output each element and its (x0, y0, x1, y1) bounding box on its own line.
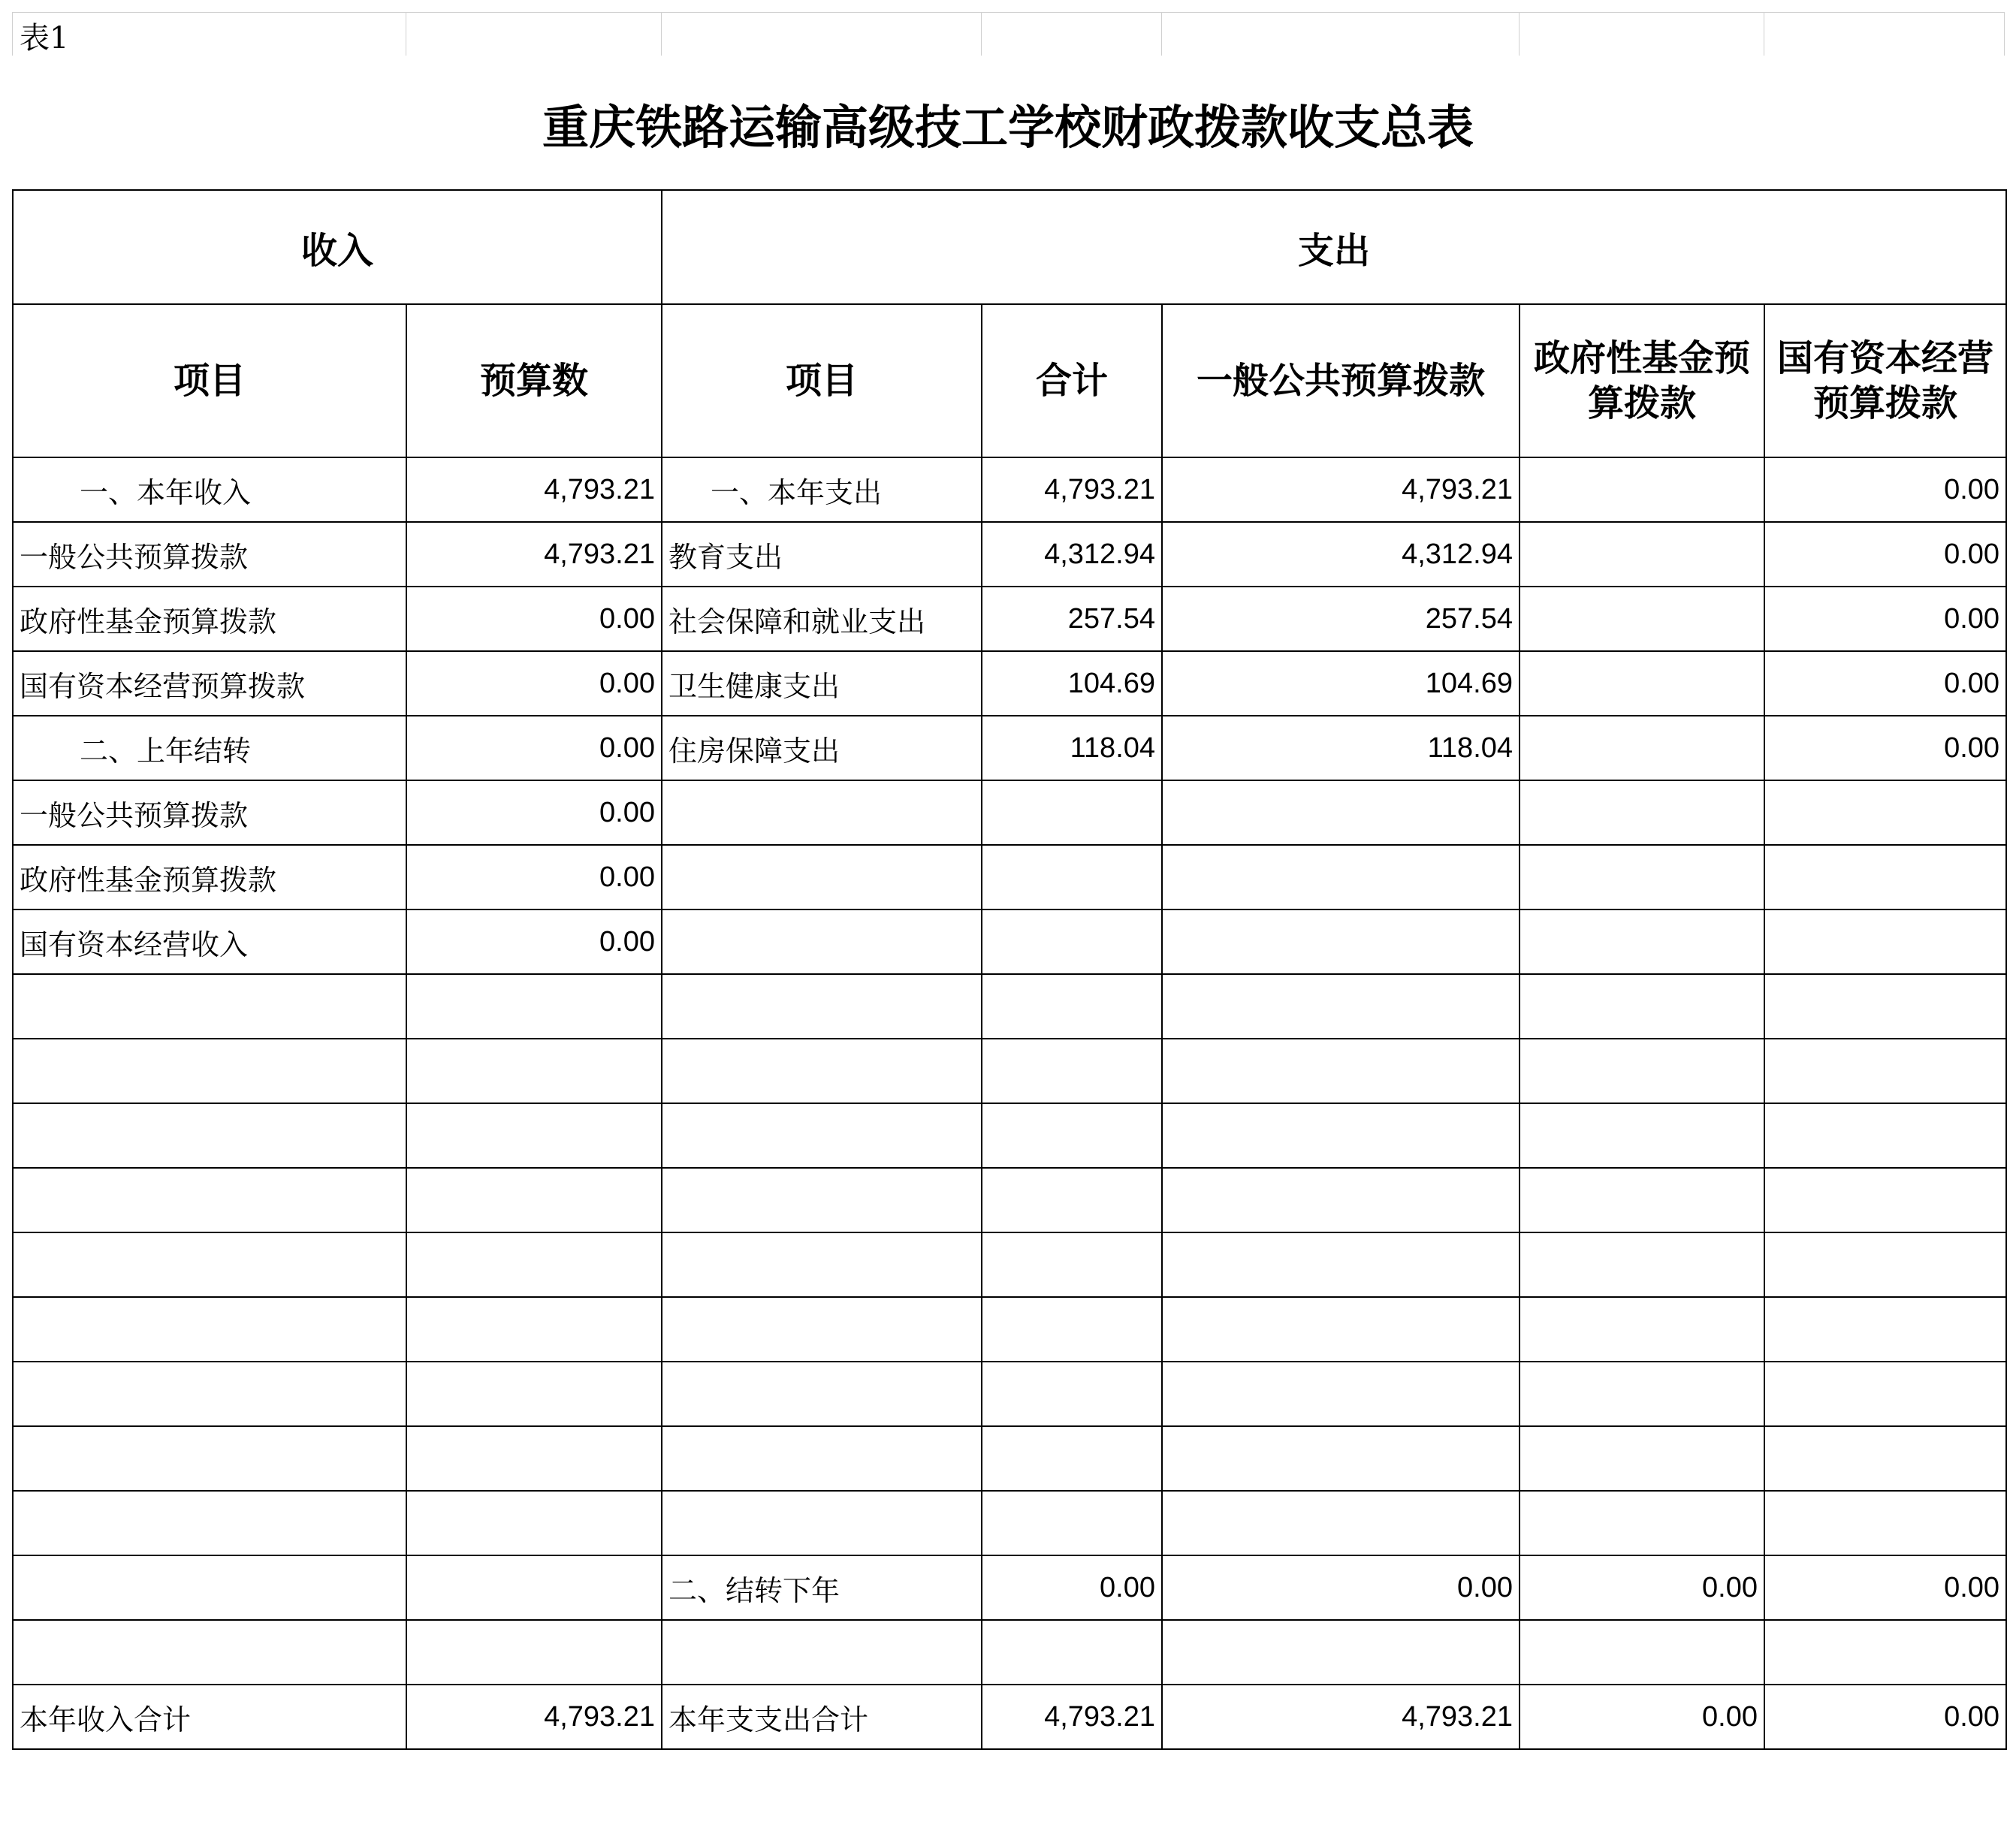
income-item-cell: 一般公共预算拨款 (13, 780, 406, 845)
state-capital-cell (1764, 974, 2006, 1039)
gov-fund-cell (1520, 1232, 1764, 1297)
total-cell (982, 909, 1162, 974)
expense-item-header: 项目 (662, 304, 982, 457)
income-value-cell: 4,793.21 (406, 1685, 662, 1749)
gov-fund-cell (1520, 1168, 1764, 1232)
income-item-cell (13, 1426, 406, 1491)
total-cell: 4,793.21 (982, 1685, 1162, 1749)
state-capital-cell: 0.00 (1764, 522, 2006, 587)
group-header-row (13, 190, 2006, 304)
income-item-cell: 二、上年结转 (13, 716, 406, 780)
gov-fund-cell (1520, 522, 1764, 587)
total-cell (982, 780, 1162, 845)
general-budget-header: 一般公共预算拨款 (1162, 304, 1520, 457)
budget-table (12, 189, 2007, 1750)
general-budget-cell (1162, 909, 1520, 974)
state-capital-cell: 0.00 (1764, 716, 2006, 780)
expense-item-cell (662, 845, 982, 909)
expense-item-cell (662, 1168, 982, 1232)
expense-item-cell: 教育支出 (662, 522, 982, 587)
income-item-cell (13, 1491, 406, 1555)
expense-item-cell: 本年支支出合计 (662, 1685, 982, 1749)
table-row (13, 1491, 2006, 1555)
gov-fund-cell (1520, 974, 1764, 1039)
income-value-cell (406, 1362, 662, 1426)
income-group-header: 收入 (13, 190, 662, 304)
gov-fund-cell (1520, 845, 1764, 909)
general-budget-cell (1162, 1620, 1520, 1685)
state-capital-cell: 0.00 (1764, 457, 2006, 522)
total-cell: 0.00 (982, 1555, 1162, 1620)
income-item-cell (13, 1555, 406, 1620)
total-cell (982, 1039, 1162, 1103)
income-item-cell: 政府性基金预算拨款 (13, 845, 406, 909)
table-row (13, 845, 2006, 909)
table-row (13, 780, 2006, 845)
income-item-cell: 政府性基金预算拨款 (13, 587, 406, 651)
general-budget-cell: 118.04 (1162, 716, 1520, 780)
income-item-cell (13, 1232, 406, 1297)
total-cell (982, 1620, 1162, 1685)
state-capital-cell (1764, 1103, 2006, 1168)
gov-fund-cell (1520, 909, 1764, 974)
expense-item-cell (662, 1103, 982, 1168)
expense-item-cell (662, 1491, 982, 1555)
state-capital-cell (1764, 1232, 2006, 1297)
income-item-cell (13, 1362, 406, 1426)
income-value-cell (406, 1039, 662, 1103)
table-row (13, 1620, 2006, 1685)
income-value-cell: 0.00 (406, 845, 662, 909)
gov-fund-cell: 0.00 (1520, 1685, 1764, 1749)
table-row (13, 587, 2006, 651)
income-value-cell (406, 1103, 662, 1168)
page-title: 重庆铁路运输高级技工学校财政拨款收支总表 (542, 100, 1474, 155)
income-item-cell (13, 1620, 406, 1685)
gov-fund-header: 政府性基金预算拨款 (1520, 304, 1764, 457)
income-value-cell (406, 1426, 662, 1491)
table-row (13, 522, 2006, 587)
state-capital-cell (1764, 1620, 2006, 1685)
gov-fund-cell (1520, 716, 1764, 780)
expense-group-header: 支出 (662, 190, 2006, 304)
expense-item-cell (662, 1426, 982, 1491)
income-item-cell: 本年收入合计 (13, 1685, 406, 1749)
income-item-cell (13, 974, 406, 1039)
general-budget-cell (1162, 1426, 1520, 1491)
total-cell (982, 1362, 1162, 1426)
gov-fund-cell (1520, 1620, 1764, 1685)
state-capital-cell: 0.00 (1764, 651, 2006, 716)
income-value-cell (406, 1297, 662, 1362)
state-capital-cell: 0.00 (1764, 1685, 2006, 1749)
expense-item-cell: 住房保障支出 (662, 716, 982, 780)
income-value-cell: 0.00 (406, 651, 662, 716)
gov-fund-cell (1520, 587, 1764, 651)
table-row (13, 1103, 2006, 1168)
expense-item-cell (662, 780, 982, 845)
total-cell (982, 1232, 1162, 1297)
income-item-cell (13, 1103, 406, 1168)
table-row (13, 1426, 2006, 1491)
general-budget-cell (1162, 1297, 1520, 1362)
state-capital-cell (1764, 1426, 2006, 1491)
general-budget-cell: 4,793.21 (1162, 1685, 1520, 1749)
income-value-cell (406, 1620, 662, 1685)
table-row (13, 457, 2006, 522)
income-value-cell: 0.00 (406, 780, 662, 845)
gov-fund-cell (1520, 1297, 1764, 1362)
gov-fund-cell (1520, 1426, 1764, 1491)
general-budget-cell (1162, 1168, 1520, 1232)
total-cell (982, 1491, 1162, 1555)
table-row (13, 716, 2006, 780)
total-cell: 4,312.94 (982, 522, 1162, 587)
general-budget-cell (1162, 1491, 1520, 1555)
state-capital-cell: 0.00 (1764, 1555, 2006, 1620)
state-capital-cell (1764, 1297, 2006, 1362)
total-cell (982, 1297, 1162, 1362)
general-budget-cell (1162, 780, 1520, 845)
income-item-cell (13, 1168, 406, 1232)
state-capital-cell (1764, 1362, 2006, 1426)
expense-item-cell: 一、本年支出 (662, 457, 982, 522)
expense-item-cell (662, 974, 982, 1039)
total-cell: 257.54 (982, 587, 1162, 651)
expense-item-cell: 卫生健康支出 (662, 651, 982, 716)
expense-item-cell: 社会保障和就业支出 (662, 587, 982, 651)
total-cell (982, 1168, 1162, 1232)
income-item-cell: 国有资本经营收入 (13, 909, 406, 974)
sheet-label: 表1 (20, 21, 69, 56)
income-value-cell: 4,793.21 (406, 522, 662, 587)
total-cell (982, 1426, 1162, 1491)
gov-fund-cell: 0.00 (1520, 1555, 1764, 1620)
income-item-cell (13, 1297, 406, 1362)
income-value-cell (406, 1491, 662, 1555)
state-capital-cell (1764, 845, 2006, 909)
table-row (13, 1685, 2006, 1749)
income-value-cell (406, 974, 662, 1039)
general-budget-cell: 104.69 (1162, 651, 1520, 716)
column-header-row (13, 304, 2006, 457)
table-row (13, 1039, 2006, 1103)
income-value-cell: 0.00 (406, 909, 662, 974)
general-budget-cell: 4,793.21 (1162, 457, 1520, 522)
income-value-cell: 0.00 (406, 716, 662, 780)
income-item-cell: 国有资本经营预算拨款 (13, 651, 406, 716)
state-capital-header: 国有资本经营预算拨款 (1764, 304, 2006, 457)
state-capital-cell (1764, 909, 2006, 974)
income-value-cell: 4,793.21 (406, 457, 662, 522)
income-value-cell (406, 1168, 662, 1232)
state-capital-cell (1764, 1039, 2006, 1103)
gov-fund-cell (1520, 457, 1764, 522)
table-row (13, 1555, 2006, 1620)
general-budget-cell (1162, 1039, 1520, 1103)
income-value-cell (406, 1555, 662, 1620)
income-item-header: 项目 (13, 304, 406, 457)
general-budget-cell: 0.00 (1162, 1555, 1520, 1620)
general-budget-cell: 257.54 (1162, 587, 1520, 651)
gov-fund-cell (1520, 1362, 1764, 1426)
expense-item-cell (662, 1362, 982, 1426)
table-row (13, 1297, 2006, 1362)
general-budget-cell (1162, 974, 1520, 1039)
income-item-cell: 一、本年收入 (13, 457, 406, 522)
expense-item-cell (662, 1232, 982, 1297)
gov-fund-cell (1520, 651, 1764, 716)
table-row (13, 1232, 2006, 1297)
expense-item-cell (662, 909, 982, 974)
table-row (13, 909, 2006, 974)
general-budget-cell: 4,312.94 (1162, 522, 1520, 587)
table-row (13, 1362, 2006, 1426)
state-capital-cell: 0.00 (1764, 587, 2006, 651)
expense-item-cell (662, 1297, 982, 1362)
general-budget-cell (1162, 1232, 1520, 1297)
table-row (13, 651, 2006, 716)
table-row (13, 1168, 2006, 1232)
total-header: 合计 (982, 304, 1162, 457)
general-budget-cell (1162, 845, 1520, 909)
total-cell (982, 974, 1162, 1039)
income-item-cell (13, 1039, 406, 1103)
gov-fund-cell (1520, 780, 1764, 845)
income-item-cell: 一般公共预算拨款 (13, 522, 406, 587)
sheet-gridlines (0, 12, 2016, 56)
gov-fund-cell (1520, 1491, 1764, 1555)
total-cell: 4,793.21 (982, 457, 1162, 522)
expense-item-cell (662, 1039, 982, 1103)
general-budget-cell (1162, 1103, 1520, 1168)
total-cell (982, 845, 1162, 909)
general-budget-cell (1162, 1362, 1520, 1426)
state-capital-cell (1764, 1491, 2006, 1555)
total-cell: 104.69 (982, 651, 1162, 716)
gov-fund-cell (1520, 1039, 1764, 1103)
expense-item-cell (662, 1620, 982, 1685)
table-row (13, 974, 2006, 1039)
income-value-cell (406, 1232, 662, 1297)
gov-fund-cell (1520, 1103, 1764, 1168)
state-capital-cell (1764, 1168, 2006, 1232)
state-capital-cell (1764, 780, 2006, 845)
total-cell (982, 1103, 1162, 1168)
income-value-cell: 0.00 (406, 587, 662, 651)
expense-item-cell: 二、结转下年 (662, 1555, 982, 1620)
total-cell: 118.04 (982, 716, 1162, 780)
income-budget-header: 预算数 (406, 304, 662, 457)
